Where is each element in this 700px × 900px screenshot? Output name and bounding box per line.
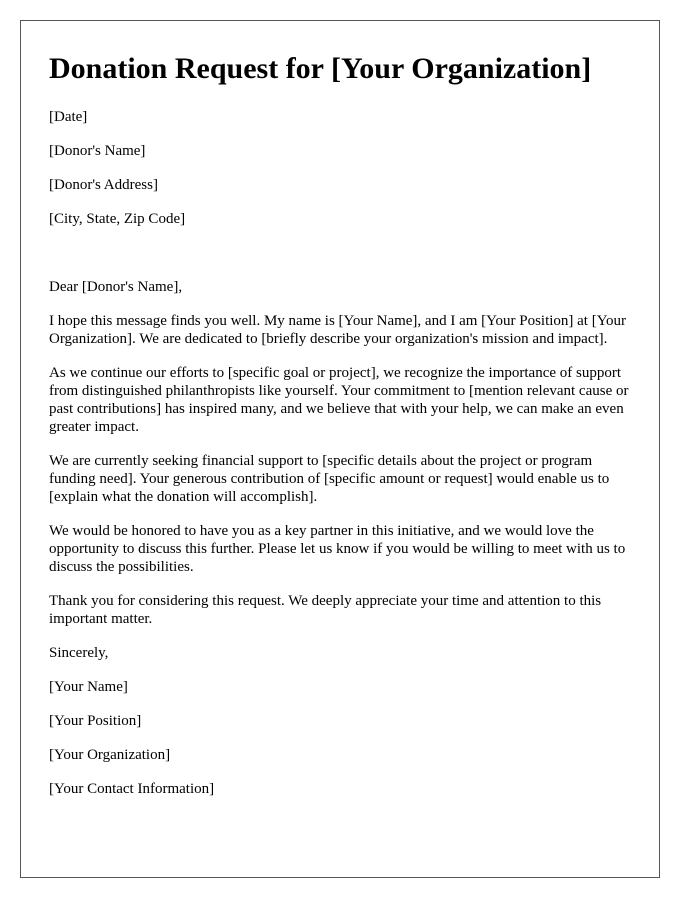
closing: Sincerely,	[49, 645, 109, 661]
donor-address-line: [Donor's Address]	[49, 177, 158, 193]
signature-contact-info: [Your Contact Information]	[49, 781, 215, 797]
signature-organization: [Your Organization]	[49, 747, 171, 763]
body-paragraph-thanks: Thank you for considering this request. We deeply appreciate your time and attention to this important matter.	[49, 593, 602, 627]
letter-page	[20, 20, 660, 878]
body-paragraph-goal: As we continue our efforts to [specific goal or project], we recognize the importance of support from distinguished philanthropists like yourself. Your commitment to [mention relevant cause or past contributions] has inspired many, and we believe that with your help, we can make an even greater impact.	[49, 365, 629, 435]
date-line: [Date]	[49, 109, 88, 125]
donor-name-line: [Donor's Name]	[49, 143, 146, 159]
body-paragraph-intro: I hope this message finds you well. My name is [Your Name], and I am [Your Position] at [Your Organization]. We are dedicated to [briefly describe your organization's mission and impact].	[49, 313, 627, 347]
body-paragraph-partnership: We would be honored to have you as a key partner in this initiative, and we would love the opportunity to discuss this further. Please let us know if you would be willing to meet with us to discuss the possibilities.	[49, 523, 626, 575]
city-state-zip-line: [City, State, Zip Code]	[49, 211, 186, 227]
letter-title: Donation Request for [Your Organization]	[49, 52, 592, 85]
body-paragraph-request: We are currently seeking financial support to [specific details about the project or program funding need]. Your generous contribution of [specific amount or request] would enable us to [explain what the donation will accomplish].	[49, 453, 610, 505]
salutation: Dear [Donor's Name],	[49, 279, 183, 295]
signature-position: [Your Position]	[49, 713, 142, 729]
signature-name: [Your Name]	[49, 679, 128, 695]
